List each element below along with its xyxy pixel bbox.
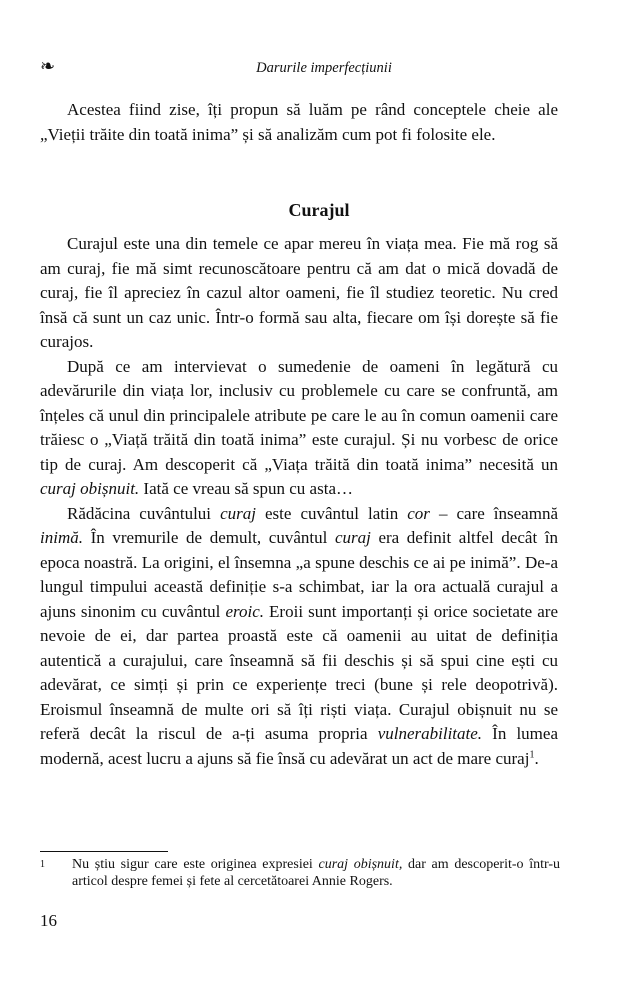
intro-paragraph: Acestea fiind zise, îți propun să luăm pe rând conceptele cheie ale „Vieții trăite din toată inima” și să analizăm cum pot fi folosite ele.: [40, 100, 558, 144]
paragraph-1: Curajul este una din temele ce apar mereu în viața mea. Fie mă rog să am curaj, fie mă simt recunoscătoare pentru că am dat o mică dovadă de curaj, fie îl apreciez în cazul altor oameni, fie îl studiez teoretic. Nu cred însă că sunt un caz unic. Într-o formă sau alta, fiecare om își dorește să fie curajos.: [40, 234, 558, 351]
paragraph-3: Rădăcina cuvântului curaj este cuvântul latin cor – care înseamnă inimă. În vremurile de demult, cuvântul curaj era definit altfel decât în epoca noastră. La origini, el însemna „a spune deschis ce ai pe inimă”. De-a lungul timpului această definiție s-a schimbat, iar la ora actuală curajul a ajuns sinonim cu cuvântul eroic. Eroii sunt importanți și orice societate are nevoie de ei, dar partea proastă este că oamenii au uitat de definiția autentică a curajului, care înseamnă să fii deschis și să spui cine ești cu adevărat, ce simți și prin ce experiențe treci (bune și rele deopotrivă). Eroismul înseamnă de multe ori să îți riști viața. Curajul obișnuit nu se referă decât la riscul de a-ți asuma propria vulnerabilitate. În lumea modernă, acest lucru a ajuns să fie însă cu adevărat un act de mare curaj$^1$.: [40, 503, 559, 768]
paragraph-2: După ce am intervievat o sumedenie de oameni în legătură cu adevărurile din viața lor, inclusiv cu problemele cu care se confruntă, am înțeles că unul din principalele atribute pe care le au în comun oamenii care trăiesc o „Viață trăită din toată inima” este curajul. Și nu vorbesc de orice tip de curaj. Am descoperit că „Viața trăită din toată inima” necesită un curaj obișnuit. Iată ce vreau să spun cu asta…: [40, 356, 558, 498]
fleuron-icon: ❧: [40, 56, 56, 76]
running-header: [40, 58, 598, 78]
footnote-text: Nu știu sigur care este originea expresiei curaj obișnuit, dar am descoperit-o într-u articol despre femei și fete al cercetătoarei Annie Rogers.: [72, 857, 561, 889]
intro-paragraph-block: [40, 98, 558, 147]
footnote-number: 1: [40, 859, 45, 870]
running-title: Darurile imperfecțiunii: [256, 60, 392, 76]
footnote: [40, 856, 560, 890]
section-body: [40, 232, 558, 771]
section-heading: Curajul: [288, 200, 350, 220]
page-number: 16: [40, 911, 57, 930]
footnote-reference: 1: [529, 748, 535, 760]
footnote-divider: [40, 851, 168, 852]
